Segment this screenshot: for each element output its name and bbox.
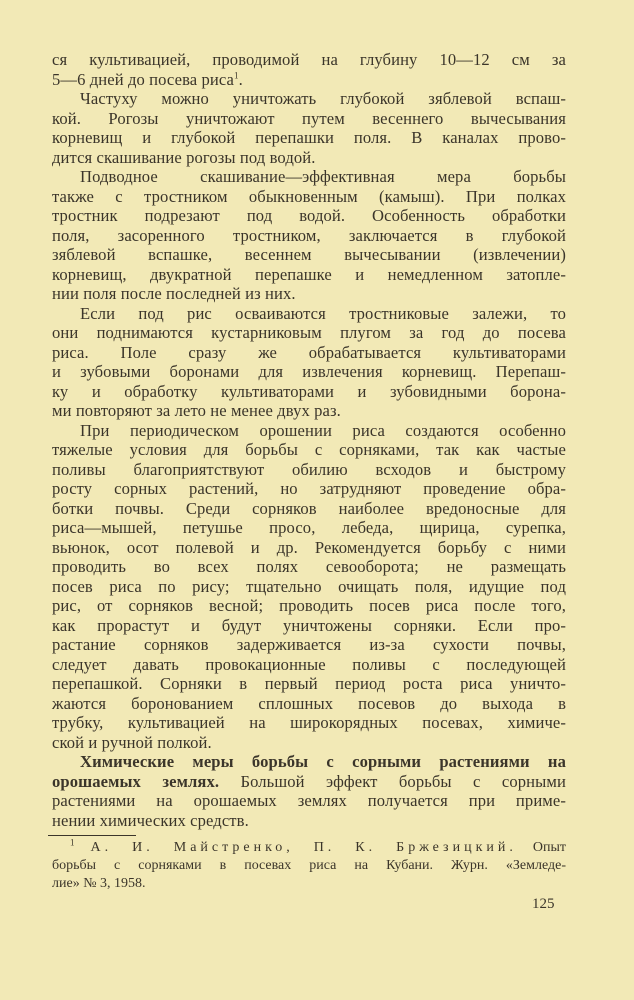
- footnote-divider: [48, 835, 136, 836]
- line-text: ской и ручной полкой.: [52, 732, 212, 752]
- text-line: [52, 284, 566, 304]
- line-text: Частуху можно уничтожать глубокой зяблевой вспаш-: [80, 89, 566, 108]
- line-text: и зубовыми боронами для извлечения корневищ. Перепаш-: [52, 362, 566, 381]
- line-text: Большой эффект борьбы с сорными: [219, 771, 566, 791]
- text-line: [52, 674, 566, 694]
- line-text: риса—мышей, петушье просо, лебеда, щирица, сурепка,: [52, 518, 566, 537]
- line-text: они поднимаются кустарниковым плугом за год до посева: [52, 323, 566, 342]
- line-text: корневищ, двукратной перепашке и немедленном затопле-: [52, 264, 566, 284]
- text-line: [52, 499, 566, 519]
- line-text: посев риса по рису; тщательно очищать поля, идущие под: [52, 576, 566, 596]
- footnote-reference: 1: [234, 69, 239, 80]
- line-text: дится скашивание рогозы под водой.: [52, 147, 316, 167]
- text-line: [52, 557, 566, 577]
- text-line: [52, 440, 566, 460]
- text-line: [52, 148, 566, 168]
- line-text: трубку, культивацией на широкорядных посевах, химиче-: [52, 713, 566, 732]
- text-line: [52, 713, 566, 733]
- text-line: [52, 187, 566, 207]
- section-heading-run: орошаемых землях.: [52, 771, 220, 791]
- line-text: поливы благоприятствуют обилию всходов и быстрому: [52, 459, 566, 479]
- text-line: [52, 635, 566, 655]
- line-text: растание сорняков задерживается из-за сухости почвы,: [52, 635, 566, 654]
- line-text: проводить во всех полях севооборота; не размещать: [52, 557, 566, 576]
- footnote-marker: 1: [70, 837, 75, 848]
- line-text: рис, от сорняков весной; проводить посев риса после того,: [52, 596, 566, 615]
- line-text: зяблевой вспашке, весеннем вычесывании (извлечении): [52, 245, 566, 264]
- text-line: [52, 733, 566, 753]
- line-text: нии поля после последней из них.: [52, 284, 296, 303]
- footnote-line: [52, 839, 566, 857]
- text-line: [52, 50, 566, 70]
- line-text: кой. Рогозы уничтожают путем весеннего вычесывания: [52, 108, 566, 128]
- paragraph: [52, 304, 566, 421]
- text-line: [52, 811, 566, 831]
- text-line: [52, 245, 566, 265]
- text-line: [52, 791, 566, 811]
- line-text: как прорастут и будут уничтожены сорняки. Если про-: [52, 615, 566, 635]
- text-line: [52, 694, 566, 714]
- line-text: ся культивацией, проводимой на глубину 10—12 см за: [52, 50, 566, 69]
- footnote-line: лие» № 3, 1958.: [52, 876, 146, 891]
- paragraph: [52, 752, 566, 830]
- line-text: ку и обработку культиваторами и зубовидными борона-: [52, 381, 566, 401]
- text-line: [52, 401, 566, 421]
- paragraph: [52, 89, 566, 167]
- text-line: [52, 128, 566, 148]
- text-line: [52, 323, 566, 343]
- line-text: жаются боронованием сплошных посевов до выхода в: [52, 693, 566, 713]
- section-heading-run: Химические меры борьбы с сорными растениями на: [80, 752, 566, 771]
- text-line: [52, 304, 566, 324]
- text-line: [52, 479, 566, 499]
- line-text: растениями на орошаемых землях получается при приме-: [52, 791, 566, 810]
- line-text: перепашкой. Сорняки в первый период роста риса уничто-: [52, 674, 566, 693]
- text-line: [52, 206, 566, 226]
- text-line: [52, 655, 566, 675]
- text-line: [52, 752, 566, 772]
- text-line: [52, 362, 566, 382]
- line-text: тростник подрезают под водой. Особенность обработки: [52, 206, 566, 225]
- paragraph: [52, 50, 566, 89]
- line-text: ми повторяют за лето не менее двух раз.: [52, 401, 341, 420]
- page-number: 125: [532, 896, 555, 912]
- footnote-authors: А. И. Майстренко, П. К. Бржезицкий.: [90, 840, 517, 855]
- line-text: также с тростником обыкновенным (камыш). При полках: [52, 186, 566, 206]
- line-text: нении химических средств.: [52, 810, 249, 830]
- paragraph: [52, 167, 566, 304]
- line-text: поля, засоренного тростником, заключается в глубокой: [52, 225, 566, 245]
- line-text: вьюнок, осот полевой и др. Рекомендуется борьбу с ними: [52, 537, 566, 557]
- text-line: [52, 596, 566, 616]
- line-text: ботки почвы. Среди сорняков наиболее вредоносные для: [52, 498, 566, 518]
- text-line: [52, 226, 566, 246]
- line-text: Подводное скашивание—эффективная мера борьбы: [80, 167, 566, 186]
- line-text: тяжелые условия для борьбы с сорняками, так как частые: [52, 440, 566, 459]
- text-line: [52, 382, 566, 402]
- footnote-text: Опыт: [516, 840, 567, 855]
- text-line: [52, 343, 566, 363]
- line-text: При периодическом орошении риса создаются особенно: [80, 420, 566, 440]
- text-line: [52, 772, 566, 792]
- line-text: росту сорных растений, но затрудняют проведение обра-: [52, 479, 566, 498]
- text-line: [52, 538, 566, 558]
- line-text: следует давать провокационные поливы с последующей: [52, 654, 566, 674]
- text-line: [52, 460, 566, 480]
- line-text: корневищ и глубокой перепашки поля. В каналах прово-: [52, 128, 566, 147]
- text-line: 5—6 дней до посева риса$^1$.: [52, 69, 243, 89]
- text-line: [52, 167, 566, 187]
- text-line: [52, 616, 566, 636]
- text-line: [52, 518, 566, 538]
- footnote-line: борьбы с сорняками в посевах риса на Кубани. Журн. «Земледе-: [52, 858, 566, 873]
- text-line: [52, 421, 566, 441]
- text-line: [52, 265, 566, 285]
- body-text: [52, 50, 566, 830]
- line-text: Если под рис осваиваются тростниковые залежи, то: [80, 303, 566, 323]
- line-text: риса. Поле сразу же обрабатывается культиваторами: [52, 342, 566, 362]
- text-line: [52, 577, 566, 597]
- text-line: [52, 89, 566, 109]
- footnote: [52, 839, 566, 893]
- line-text: 5—6 дней до посева риса: [52, 69, 235, 89]
- paragraph: [52, 421, 566, 753]
- text-line: [52, 109, 566, 129]
